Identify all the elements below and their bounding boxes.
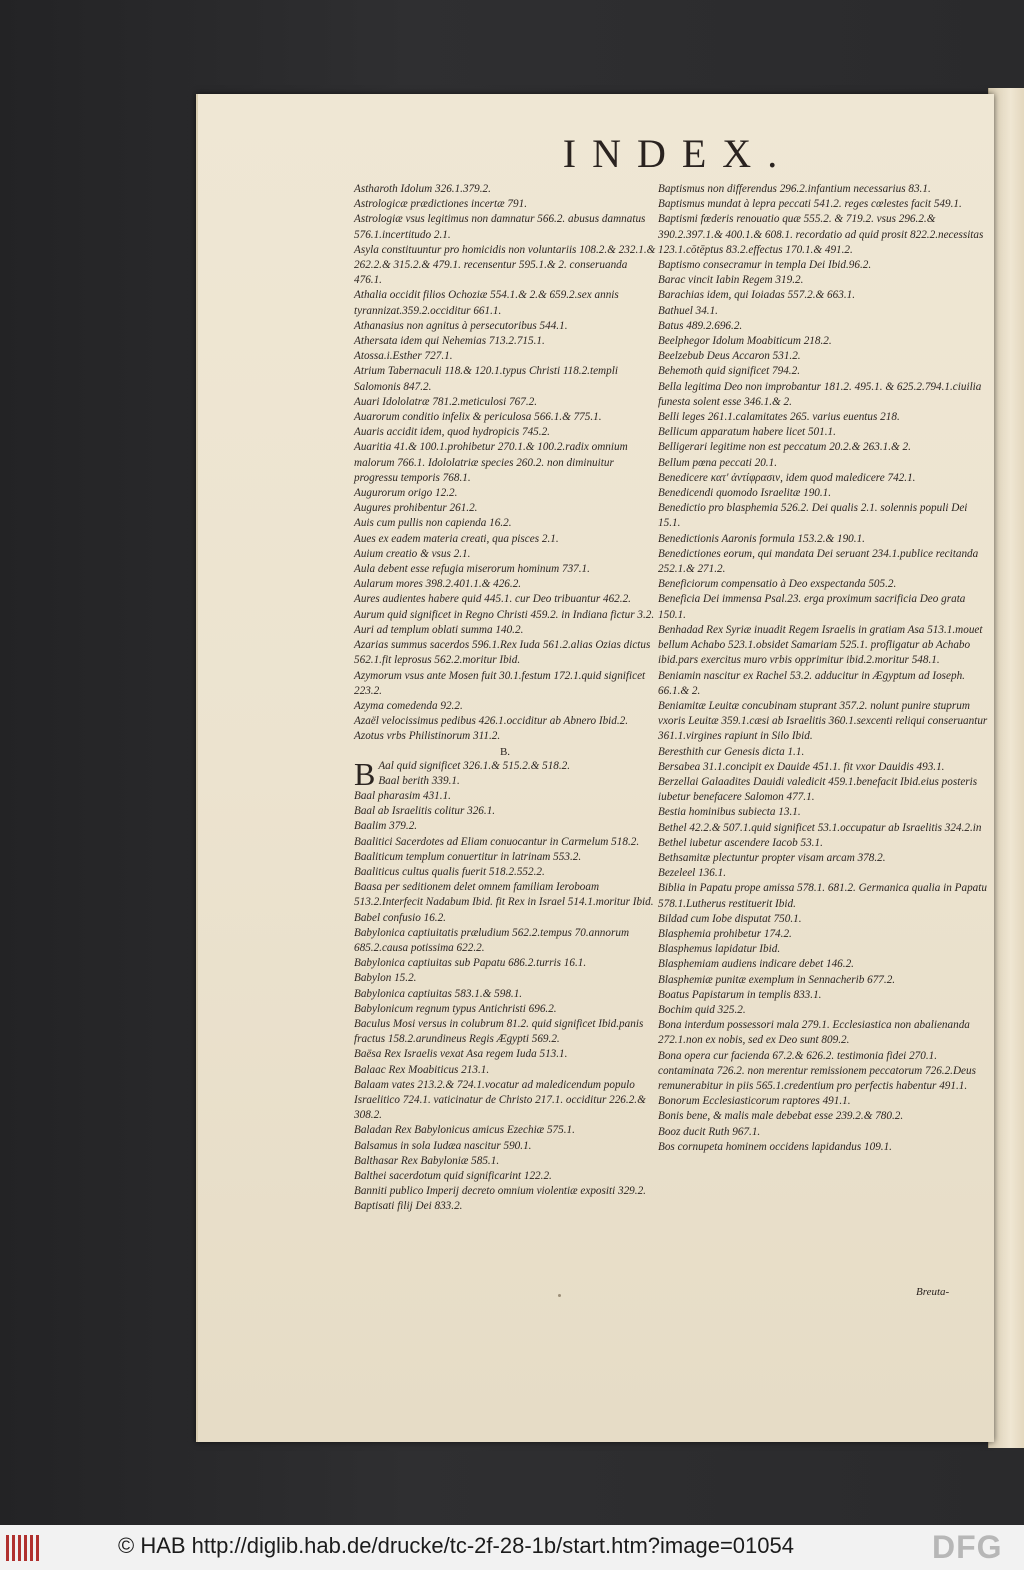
- index-entry: Beneficiorum compensatio à Deo exspectanda 505.2.: [658, 578, 897, 591]
- index-entry: Blasphemus lapidatur Ibid.: [658, 943, 781, 956]
- index-entry: Bildad cum Iobe disputat 750.1.: [658, 912, 802, 925]
- index-entry: Baptisati filij Dei 833.2.: [354, 1200, 463, 1213]
- index-entry: Bona opera cur facienda 67.2.& 626.2. testimonia fidei 270.1. contaminata 726.2. non merentur remissionem peccatorum 726.2.Deus remunerabitur in piis 565.1.credentium pro perfectis habentur 491.1.: [658, 1049, 976, 1092]
- index-entry: Beniamin nascitur ex Rachel 53.2. adducitur in Ægyptum ad Ioseph. 66.1.& 2.: [658, 669, 965, 697]
- index-entry: Boatus Papistarum in templis 833.1.: [658, 988, 822, 1001]
- index-entry: Baptismus mundat à lepra peccati 541.2. reges cœlestes facit 549.1.: [658, 198, 962, 211]
- index-entry: Auri ad templum oblati summa 140.2.: [354, 623, 524, 636]
- index-entry: Athalia occidit filios Ochoziæ 554.1.& 2.& 659.2.sex annis tyrannizat.359.2.occiditur 661.1.: [354, 289, 619, 317]
- index-entry: Beelzebub Deus Accaron 531.2.: [658, 350, 801, 363]
- index-entry: Benedictionis Aaronis formula 153.2.& 190.1.: [658, 532, 865, 545]
- index-entry: Baladan Rex Babylonicus amicus Ezechiæ 575.1.: [354, 1124, 575, 1137]
- index-column-left: [354, 182, 656, 1215]
- index-entry: Azotus vrbs Philistinorum 311.2.: [354, 730, 501, 743]
- index-entry: Baculus Mosi versus in colubrum 81.2. quid significet Ibid.panis fractus 158.2.arundineus Regis Ægypti 569.2.: [354, 1017, 644, 1046]
- index-entry: Bersabea 31.1.concipit ex Dauide 451.1. fit vxor Dauidis 493.1.: [658, 760, 945, 773]
- index-entry: Bathuel 34.1.: [658, 304, 718, 317]
- index-entry: Beneficia Dei immensa Psal.23. erga proximum sacrificia Deo grata 150.1.: [658, 593, 966, 621]
- index-entry: Barac vincit Iabin Regem 319.2.: [658, 274, 804, 287]
- index-entry: Astharoth Idolum 326.1.379.2.: [354, 183, 491, 195]
- index-entry: Augures prohibentur 261.2.: [354, 502, 478, 515]
- index-entry: Bethel 42.2.& 507.1.quid significet 53.1.occupatur ab Israelitis 324.2.in Bethel iubetur ascendere Iacob 53.1.: [658, 821, 982, 849]
- index-entry: Astrologicæ prædictiones incertæ 791.: [354, 198, 527, 211]
- index-entry: Babel confusio 16.2.: [354, 911, 446, 924]
- index-entry: Azyma comedenda 92.2.: [354, 699, 463, 712]
- catchword: Breuta-: [916, 1286, 950, 1298]
- index-entry: Augurorum origo 12.2.: [354, 487, 458, 500]
- index-entry: Baalitici Sacerdotes ad Eliam conuocantur in Carmelum 518.2.: [354, 835, 640, 848]
- index-entry: Baasa per seditionem delet omnem familiam Ieroboam 513.2.Interfecit Nadabum Ibid. fit Rex in Israel 514.1.moritur Ibid.: [354, 881, 654, 909]
- index-entry: Bestia hominibus subiecta 13.1.: [658, 806, 801, 819]
- index-entry: Banniti publico Imperij decreto omnium violentiæ expositi 329.2.: [354, 1185, 646, 1198]
- index-entry: Aula debent esse refugia miserorum hominum 737.1.: [354, 563, 590, 576]
- hab-logo-icon: [6, 1535, 46, 1561]
- index-entry: Astrologiæ vsus legitimus non damnatur 566.2. abusus damnatus 576.1.incertitudo 2.1.: [354, 213, 646, 241]
- index-entry: Babylonica captiuitas 583.1.& 598.1.: [354, 987, 523, 1000]
- index-entry: Baptismi fœderis renouatio quæ 555.2. & 719.2. vsus 296.2.& 390.2.397.1.& 400.1.& 608.1. recordatio ad quid prosit 822.2.necessitas 123.1.cōtēptus 83.2.effectus 170.1.& 491.2.: [658, 213, 984, 256]
- index-entry: Bethsamitæ plectuntur propter visam arcam 378.2.: [658, 851, 886, 864]
- page-spot: [558, 1294, 561, 1297]
- index-entry: Blasphemia prohibetur 174.2.: [658, 927, 792, 940]
- index-entry: Baësa Rex Israelis vexat Asa regem Iuda 513.1.: [354, 1048, 568, 1061]
- index-entry: Beniamitæ Leuitæ concubinam stuprant 357.2. nolunt punire stuprum vxoris Leuitæ 359.1.cæsi ab Israelitis 360.1.sexcenti reliqui conseruantur 361.1.virgines rapiunt in Silo Ibid.: [658, 699, 988, 743]
- index-entry: Auari Idololatræ 781.2.meticulosi 767.2.: [354, 395, 538, 408]
- index-entry: Asyla constituuntur pro homicidis non voluntariis 108.2.& 232.1.& 262.2.& 315.2.& 479.1. recensentur 595.1.& 2. conseruanda 476.1.: [354, 243, 656, 287]
- index-entry: Berzellai Galaadites Dauidi valedicit 459.1.benefacit Ibid.eius posteris iubetur benefacere Salomon 477.1.: [658, 775, 978, 804]
- index-entry: Aures audientes habere quid 445.1. cur Deo tribuantur 462.2.: [354, 593, 631, 606]
- index-entry: Barachias idem, qui Ioiadas 557.2.& 663.1.: [658, 289, 856, 302]
- index-entry: Baal ab Israelitis colitur 326.1.: [354, 805, 496, 818]
- index-entry: Balthei sacerdotum quid significarint 122.2.: [354, 1170, 552, 1182]
- index-entry: Athanasius non agnitus à persecutoribus 544.1.: [354, 319, 568, 332]
- index-entry: Babylonicum regnum typus Antichristi 696.2.: [354, 1002, 557, 1015]
- drop-cap-b: B: [354, 755, 376, 792]
- index-entry: Bella legitima Deo non improbantur 181.2. 495.1. & 625.2.794.1.ciuilia funesta solent esse 346.1.& 2.: [658, 380, 982, 408]
- index-entry: Bezeleel 136.1.: [658, 867, 727, 880]
- page-title: INDEX.: [562, 131, 794, 176]
- index-entry: Belligerari legitime non est peccatum 20.2.& 263.1.& 2.: [658, 441, 911, 454]
- index-entry: Azymorum vsus ante Mosen fuit 30.1.festum 172.1.quid significet 223.2.: [354, 669, 646, 697]
- index-entry: Balsamus in sola Iudæa nascitur 590.1.: [354, 1139, 532, 1152]
- index-entry: Benedictio pro blasphemia 526.2. Dei qualis 2.1. solennis populi Dei 15.1.: [658, 502, 968, 530]
- index-entry: Auium creatio & vsus 2.1.: [354, 547, 471, 560]
- index-entry: Baaliticus cultus qualis fuerit 518.2.552.2.: [354, 865, 545, 878]
- index-entry: Auarorum conditio infelix & periculosa 566.1.& 775.1.: [354, 411, 602, 424]
- index-entry: Auaris accidit idem, quod hydropicis 745.2.: [354, 426, 550, 439]
- index-entry: Azarias summus sacerdos 596.1.Rex Iuda 561.2.alias Ozias dictus 562.1.fit leprosus 562.2.moritur Ibid.: [354, 639, 651, 667]
- index-entry: Athersata idem qui Nehemias 713.2.715.1.: [354, 335, 545, 348]
- index-entry: Balthasar Rex Babyloniæ 585.1.: [354, 1154, 500, 1167]
- index-entry-text: Aal quid significet 326.1.& 515.2.& 518.2.: [378, 759, 571, 772]
- viewer-footer: [0, 1525, 1024, 1570]
- index-entry: Baptismus non differendus 296.2.infantium necessarius 83.1.: [658, 183, 931, 195]
- index-column-right: [658, 182, 992, 1155]
- index-entry: Auaritia 41.& 100.1.prohibetur 270.1.& 100.2.radix omnium malorum 766.1. Idololatriæ species 260.2. non diminuitur progressu temporis 768.1.: [354, 441, 628, 484]
- index-entry: Aularum mores 398.2.401.1.& 426.2.: [354, 578, 522, 591]
- index-entry: Babylonica captiuitas sub Papatu 686.2.turris 16.1.: [354, 957, 587, 970]
- index-entry: Blasphemiam audiens indicare debet 146.2.: [658, 958, 854, 971]
- index-entry: Baal berith 339.1.: [378, 774, 460, 787]
- index-entry: Behemoth quid significet 794.2.: [658, 365, 800, 378]
- index-entry: Bona interdum possessori mala 279.1. Ecclesiastica non abalienanda 272.1.non ex nobis, sed ex Deo sunt 809.2.: [658, 1019, 970, 1047]
- index-entry: Aurum quid significet in Regno Christi 459.2. in Indiana fictur 3.2.: [354, 608, 655, 621]
- section-heading-b: B.: [499, 745, 511, 758]
- index-entry: Baalim 379.2.: [354, 820, 418, 833]
- index-entry: Beresthith cur Genesis dicta 1.1.: [658, 745, 805, 758]
- index-entry: Benedicere κατ' ἀντίφρασιν, idem quod maledicere 742.1.: [658, 471, 916, 484]
- index-entry: Benhadad Rex Syriæ inuadit Regem Israelis in gratiam Asa 513.1.mouet bellum Achabo 523.1.obsidet Samariam 525.1. profligatur ab Achabo ibid.pars exercitus muro vrbis opprimitur ibid.2.moritur 548.1.: [658, 623, 983, 667]
- index-entry: Benedictiones eorum, qui mandata Dei seruant 234.1.publice recitanda 252.1.& 271.2.: [658, 547, 979, 576]
- index-entry: Beelphegor Idolum Moabiticum 218.2.: [658, 335, 832, 348]
- index-entry: Auis cum pullis non capienda 16.2.: [354, 517, 512, 530]
- index-entry: Bellum pœna peccati 20.1.: [658, 456, 777, 469]
- index-entry: Babylonica captiuitatis præludium 562.2.tempus 70.annorum 685.2.causa potissima 622.2.: [354, 926, 630, 954]
- index-entry: Bellicum apparatum habere licet 501.1.: [658, 426, 836, 439]
- index-entry: Baptismo consecramur in templa Dei Ibid.96.2.: [658, 259, 872, 272]
- index-entry: Bonorum Ecclesiasticorum raptores 491.1.: [658, 1095, 851, 1108]
- index-entry: Baaliticum templum conuertitur in latrinam 553.2.: [354, 850, 582, 863]
- index-entry: Bos cornupeta hominem occidens lapidandus 109.1.: [658, 1140, 892, 1153]
- index-entry: Batus 489.2.696.2.: [658, 319, 743, 332]
- dfg-logo: DFG: [932, 1529, 1003, 1565]
- footer-url[interactable]: © HAB http://diglib.hab.de/drucke/tc-2f-28-1b/start.htm?image=01054: [118, 1533, 794, 1558]
- index-entry: Bochim quid 325.2.: [658, 1003, 746, 1016]
- book-page: [196, 94, 994, 1442]
- index-entry: Balaac Rex Moabiticus 213.1.: [354, 1063, 490, 1076]
- index-entry: Biblia in Papatu prope amissa 578.1. 681.2. Germanica qualia in Papatu 578.1.Lutherus restituerit Ibid.: [658, 882, 987, 910]
- index-entry: Aues ex eadem materia creati, qua pisces 2.1.: [354, 532, 559, 545]
- index-entry: Babylon 15.2.: [354, 972, 417, 985]
- index-entry: Bonis bene, & malis male debebat esse 239.2.& 780.2.: [658, 1110, 904, 1123]
- index-entry: Baal pharasim 431.1.: [354, 789, 451, 802]
- index-entry: Booz ducit Ruth 967.1.: [658, 1125, 761, 1138]
- index-entry: Atossa.i.Esther 727.1.: [354, 350, 453, 363]
- index-entry: Benedicendi quomodo Israelitæ 190.1.: [658, 487, 832, 500]
- index-entry: Balaam vates 213.2.& 724.1.vocatur ad maledicendum populo Israelitico 724.1. vaticinatur de Christo 217.1. occiditur 226.2.& 308.2.: [354, 1078, 646, 1122]
- index-entry: Blasphemiæ punitæ exemplum in Sennacherib 677.2.: [658, 973, 896, 986]
- index-entry: Belli leges 261.1.calamitates 265. varius euentus 218.: [658, 411, 900, 424]
- index-entry: Atrium Tabernaculi 118.& 120.1.typus Christi 118.2.templi Salomonis 847.2.: [354, 365, 618, 393]
- index-entry: Azaël velocissimus pedibus 426.1.occiditur ab Abnero Ibid.2.: [354, 715, 629, 728]
